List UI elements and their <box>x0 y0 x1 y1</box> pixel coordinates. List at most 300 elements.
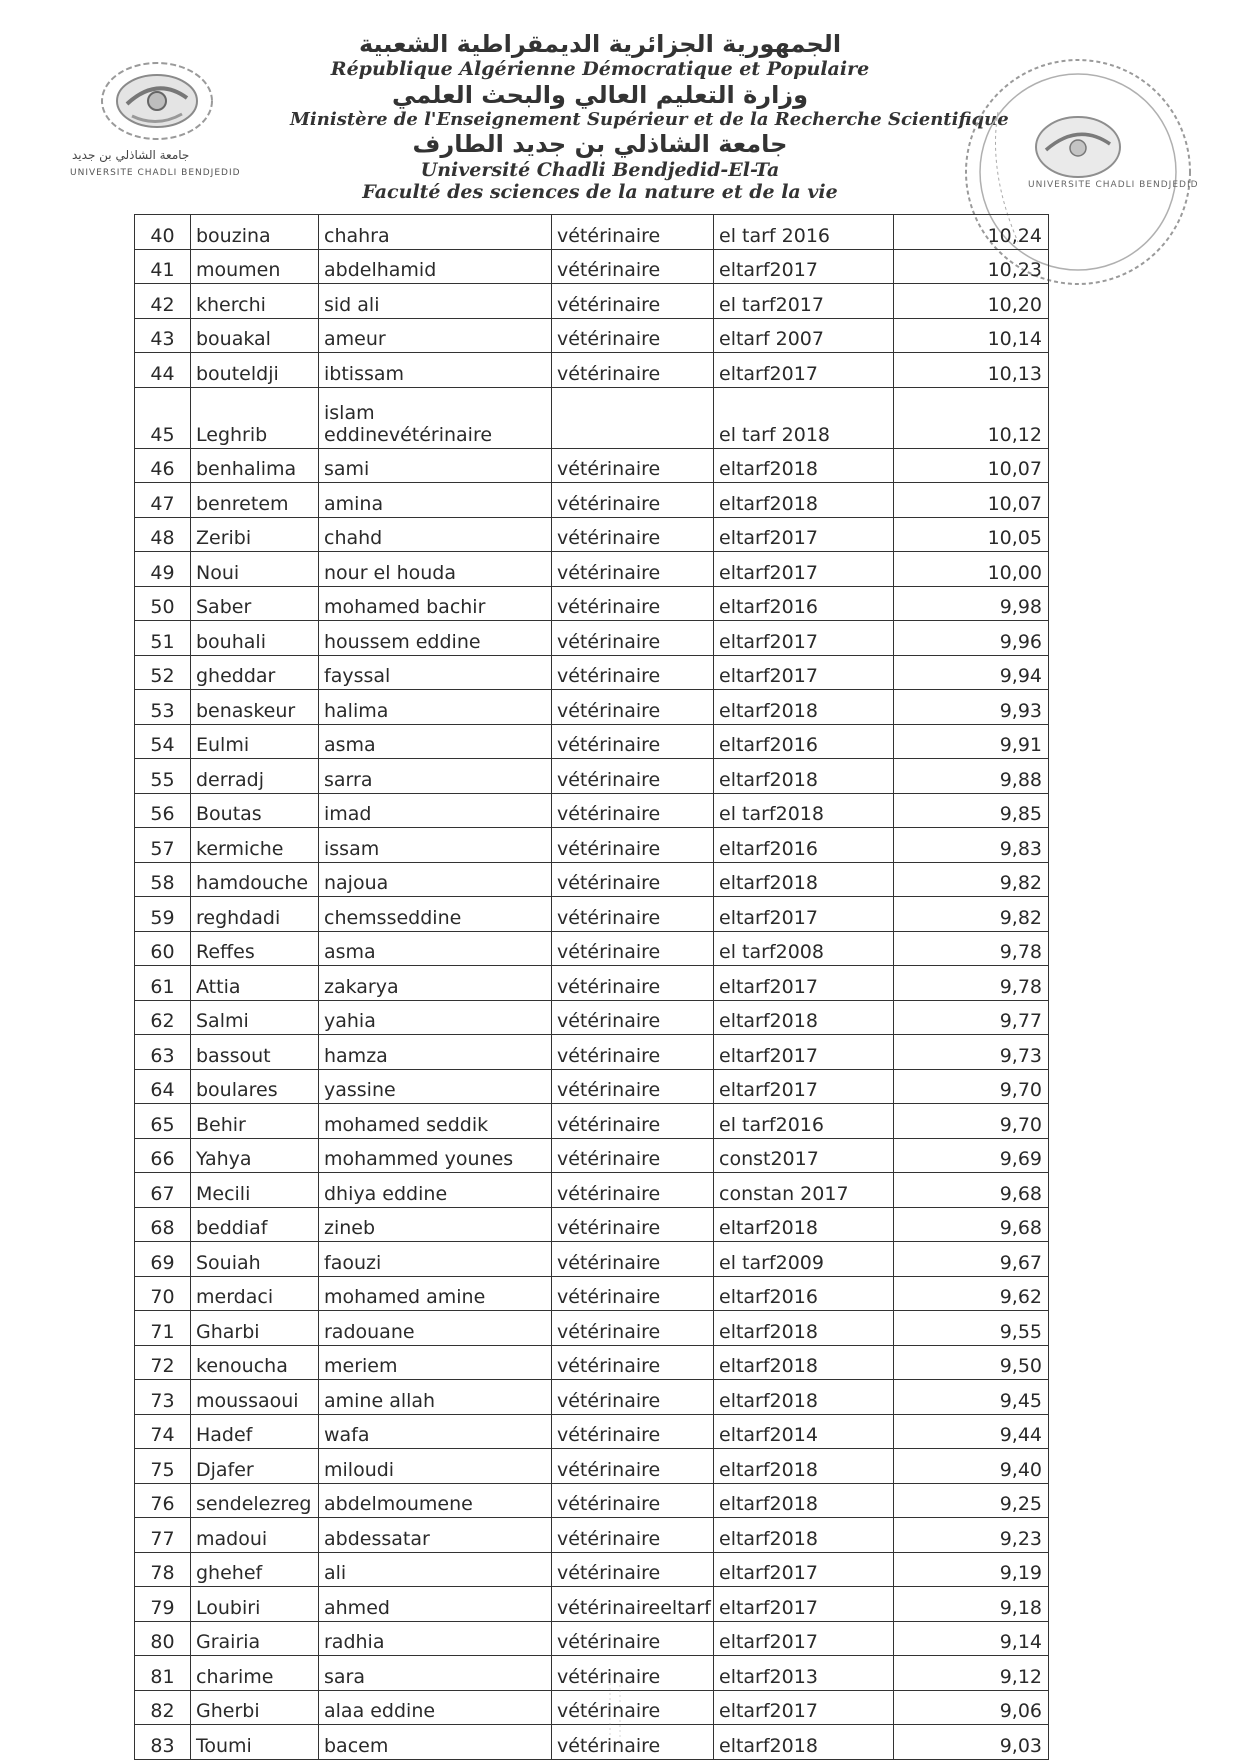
average-grade-cell: 9,78 <box>894 966 1049 1001</box>
row-number-cell: 44 <box>135 353 191 388</box>
program-cell: vétérinaire <box>552 1414 714 1449</box>
bac-place-year-cell: eltarf2018 <box>714 1345 894 1380</box>
first-name-cell: ameur <box>319 318 552 353</box>
average-grade-cell: 9,50 <box>894 1345 1049 1380</box>
last-name-cell: bassout <box>191 1035 319 1070</box>
last-name-cell: merdaci <box>191 1276 319 1311</box>
table-row <box>135 1138 1049 1173</box>
row-number-cell: 53 <box>135 690 191 725</box>
row-number-cell: 55 <box>135 759 191 794</box>
table-row <box>135 690 1049 725</box>
last-name-cell: Yahya <box>191 1138 319 1173</box>
row-number-cell: 48 <box>135 517 191 552</box>
first-name-cell: abdessatar <box>319 1518 552 1553</box>
row-number-cell: 46 <box>135 448 191 483</box>
table-row <box>135 1483 1049 1518</box>
document-header <box>290 30 1009 203</box>
average-grade-cell: 9,19 <box>894 1552 1049 1587</box>
table-row <box>135 1345 1049 1380</box>
table-row <box>135 1242 1049 1277</box>
last-name-cell: Salmi <box>191 1000 319 1035</box>
table-row <box>135 1311 1049 1346</box>
bac-place-year-cell: eltarf2017 <box>714 1690 894 1725</box>
program-cell: vétérinaireeltarf <box>552 1587 714 1622</box>
row-number-cell: 52 <box>135 655 191 690</box>
last-name-cell: Eulmi <box>191 724 319 759</box>
first-name-cell: mohamed seddik <box>319 1104 552 1139</box>
last-name-cell: bouhali <box>191 621 319 656</box>
last-name-cell: Boutas <box>191 793 319 828</box>
bac-place-year-cell: eltarf2016 <box>714 586 894 621</box>
last-name-cell: ghehef <box>191 1552 319 1587</box>
first-name-cell: imad <box>319 793 552 828</box>
average-grade-cell: 9,69 <box>894 1138 1049 1173</box>
table-row <box>135 552 1049 587</box>
bac-place-year-cell: constan 2017 <box>714 1173 894 1208</box>
header-ministry: Ministère de l'Enseignement Supérieur et de la Recherche Scientifique <box>290 109 1009 131</box>
table-row <box>135 215 1049 250</box>
last-name-cell: Gharbi <box>191 1311 319 1346</box>
program-cell: vétérinaire <box>552 517 714 552</box>
table-row <box>135 724 1049 759</box>
average-grade-cell: 10,00 <box>894 552 1049 587</box>
table-row <box>135 1414 1049 1449</box>
first-name-cell: meriem <box>319 1345 552 1380</box>
first-name-cell: islam eddinevétérinaire <box>319 387 552 448</box>
table-row <box>135 1069 1049 1104</box>
last-name-cell: Mecili <box>191 1173 319 1208</box>
stamp-latin-name: UNIVERSITE CHADLI BENDJEDID <box>1028 180 1199 190</box>
first-name-cell: radhia <box>319 1621 552 1656</box>
row-number-cell: 51 <box>135 621 191 656</box>
program-cell: vétérinaire <box>552 1069 714 1104</box>
last-name-cell: moussaoui <box>191 1380 319 1415</box>
table-row <box>135 284 1049 319</box>
table-row <box>135 1173 1049 1208</box>
first-name-cell: zakarya <box>319 966 552 1001</box>
row-number-cell: 59 <box>135 897 191 932</box>
row-number-cell: 40 <box>135 215 191 250</box>
program-cell: vétérinaire <box>552 931 714 966</box>
last-name-cell: charime <box>191 1656 319 1691</box>
average-grade-cell: 9,68 <box>894 1207 1049 1242</box>
average-grade-cell: 9,23 <box>894 1518 1049 1553</box>
program-cell: vétérinaire <box>552 1311 714 1346</box>
first-name-cell: ahmed <box>319 1587 552 1622</box>
bac-place-year-cell: eltarf2018 <box>714 483 894 518</box>
row-number-cell: 73 <box>135 1380 191 1415</box>
program-cell: vétérinaire <box>552 1104 714 1139</box>
average-grade-cell: 10,05 <box>894 517 1049 552</box>
bac-place-year-cell: eltarf2017 <box>714 897 894 932</box>
header-arabic-university: جامعة الشاذلي بن جديد الطارف <box>412 130 788 159</box>
first-name-cell: radouane <box>319 1311 552 1346</box>
average-grade-cell: 9,03 <box>894 1725 1049 1760</box>
program-cell: vétérinaire <box>552 215 714 250</box>
university-logo <box>62 56 252 186</box>
last-name-cell: reghdadi <box>191 897 319 932</box>
program-cell: vétérinaire <box>552 1449 714 1484</box>
row-number-cell: 83 <box>135 1725 191 1760</box>
first-name-cell: asma <box>319 724 552 759</box>
table-row <box>135 586 1049 621</box>
row-number-cell: 69 <box>135 1242 191 1277</box>
program-cell: vétérinaire <box>552 1173 714 1208</box>
first-name-cell: mohamed amine <box>319 1276 552 1311</box>
logo-latin-name: UNIVERSITE CHADLI BENDJEDID <box>70 168 241 178</box>
header-arabic-republic: الجمهورية الجزائرية الديمقراطية الشعبية <box>358 30 842 58</box>
first-name-cell: nour el houda <box>319 552 552 587</box>
program-cell: vétérinaire <box>552 318 714 353</box>
bac-place-year-cell: el tarf2018 <box>714 793 894 828</box>
last-name-cell: Reffes <box>191 931 319 966</box>
program-cell: vétérinaire <box>552 621 714 656</box>
average-grade-cell: 10,12 <box>894 387 1049 448</box>
row-number-cell: 68 <box>135 1207 191 1242</box>
average-grade-cell: 9,18 <box>894 1587 1049 1622</box>
bac-place-year-cell: eltarf2018 <box>714 1000 894 1035</box>
row-number-cell: 77 <box>135 1518 191 1553</box>
program-cell: vétérinaire <box>552 483 714 518</box>
average-grade-cell: 9,14 <box>894 1621 1049 1656</box>
row-number-cell: 76 <box>135 1483 191 1518</box>
bac-place-year-cell: eltarf2018 <box>714 690 894 725</box>
page-fold-mark-icon <box>600 1675 630 1745</box>
program-cell: vétérinaire <box>552 1207 714 1242</box>
last-name-cell: Saber <box>191 586 319 621</box>
first-name-cell: dhiya eddine <box>319 1173 552 1208</box>
bac-place-year-cell: eltarf2018 <box>714 862 894 897</box>
first-name-cell: yassine <box>319 1069 552 1104</box>
bac-place-year-cell: eltarf2017 <box>714 621 894 656</box>
university-emblem-icon <box>97 56 217 146</box>
last-name-cell: Hadef <box>191 1414 319 1449</box>
last-name-cell: sendelezreg <box>191 1483 319 1518</box>
average-grade-cell: 9,98 <box>894 586 1049 621</box>
last-name-cell: madoui <box>191 1518 319 1553</box>
last-name-cell: Attia <box>191 966 319 1001</box>
first-name-cell: ali <box>319 1552 552 1587</box>
bac-place-year-cell: eltarf2017 <box>714 1069 894 1104</box>
average-grade-cell: 10,20 <box>894 284 1049 319</box>
first-name-cell: sami <box>319 448 552 483</box>
bac-place-year-cell: const2017 <box>714 1138 894 1173</box>
first-name-cell: hamza <box>319 1035 552 1070</box>
table-row <box>135 862 1049 897</box>
average-grade-cell: 9,12 <box>894 1656 1049 1691</box>
table-row <box>135 1725 1049 1760</box>
table-row <box>135 621 1049 656</box>
first-name-cell: bacem <box>319 1725 552 1760</box>
row-number-cell: 72 <box>135 1345 191 1380</box>
last-name-cell: bouakal <box>191 318 319 353</box>
bac-place-year-cell: eltarf2017 <box>714 353 894 388</box>
results-table <box>134 214 1049 1760</box>
average-grade-cell: 9,70 <box>894 1069 1049 1104</box>
table-row <box>135 1276 1049 1311</box>
program-cell: vétérinaire <box>552 724 714 759</box>
average-grade-cell: 9,82 <box>894 862 1049 897</box>
average-grade-cell: 9,85 <box>894 793 1049 828</box>
first-name-cell: faouzi <box>319 1242 552 1277</box>
bac-place-year-cell: eltarf2016 <box>714 828 894 863</box>
average-grade-cell: 10,24 <box>894 215 1049 250</box>
average-grade-cell: 9,55 <box>894 1311 1049 1346</box>
table-row <box>135 387 1049 448</box>
table-row <box>135 353 1049 388</box>
table-row <box>135 1656 1049 1691</box>
table-row <box>135 793 1049 828</box>
program-cell: vétérinaire <box>552 1690 714 1725</box>
average-grade-cell: 9,70 <box>894 1104 1049 1139</box>
average-grade-cell: 9,62 <box>894 1276 1049 1311</box>
table-row <box>135 966 1049 1001</box>
program-cell: vétérinaire <box>552 828 714 863</box>
first-name-cell: asma <box>319 931 552 966</box>
bac-place-year-cell: eltarf2014 <box>714 1414 894 1449</box>
row-number-cell: 80 <box>135 1621 191 1656</box>
header-faculty: Faculté des sciences de la nature et de la vie <box>362 180 838 203</box>
last-name-cell: boulares <box>191 1069 319 1104</box>
logo-arabic-name: جامعة الشاذلي بن جديد <box>72 148 190 162</box>
bac-place-year-cell: el tarf 2018 <box>714 387 894 448</box>
table-row <box>135 1104 1049 1139</box>
first-name-cell: miloudi <box>319 1449 552 1484</box>
results-table-container <box>134 214 1048 1760</box>
bac-place-year-cell: el tarf 2016 <box>714 215 894 250</box>
bac-place-year-cell: eltarf2018 <box>714 1449 894 1484</box>
table-row <box>135 483 1049 518</box>
bac-place-year-cell: eltarf2017 <box>714 517 894 552</box>
average-grade-cell: 9,40 <box>894 1449 1049 1484</box>
bac-place-year-cell: eltarf2017 <box>714 1621 894 1656</box>
bac-place-year-cell: eltarf2018 <box>714 448 894 483</box>
bac-place-year-cell: el tarf2009 <box>714 1242 894 1277</box>
row-number-cell: 42 <box>135 284 191 319</box>
average-grade-cell: 10,13 <box>894 353 1049 388</box>
header-republic: République Algérienne Démocratique et Populaire <box>330 58 870 81</box>
program-cell: vétérinaire <box>552 1138 714 1173</box>
program-cell: vétérinaire <box>552 1725 714 1760</box>
average-grade-cell: 9,44 <box>894 1414 1049 1449</box>
first-name-cell: abdelhamid <box>319 249 552 284</box>
table-row <box>135 1621 1049 1656</box>
first-name-cell: wafa <box>319 1414 552 1449</box>
last-name-cell: Souiah <box>191 1242 319 1277</box>
table-row <box>135 1000 1049 1035</box>
first-name-cell: yahia <box>319 1000 552 1035</box>
average-grade-cell: 9,94 <box>894 655 1049 690</box>
program-cell: vétérinaire <box>552 284 714 319</box>
average-grade-cell: 9,96 <box>894 621 1049 656</box>
last-name-cell: Leghrib <box>191 387 319 448</box>
average-grade-cell: 9,45 <box>894 1380 1049 1415</box>
bac-place-year-cell: eltarf2017 <box>714 249 894 284</box>
last-name-cell: benretem <box>191 483 319 518</box>
first-name-cell: sara <box>319 1656 552 1691</box>
first-name-cell: chemsseddine <box>319 897 552 932</box>
average-grade-cell: 9,82 <box>894 897 1049 932</box>
last-name-cell: Grairia <box>191 1621 319 1656</box>
bac-place-year-cell: el tarf2016 <box>714 1104 894 1139</box>
program-cell: vétérinaire <box>552 1242 714 1277</box>
row-number-cell: 60 <box>135 931 191 966</box>
last-name-cell: benhalima <box>191 448 319 483</box>
bac-place-year-cell: eltarf2017 <box>714 1035 894 1070</box>
first-name-cell: chahra <box>319 215 552 250</box>
first-name-cell: sarra <box>319 759 552 794</box>
program-cell: vétérinaire <box>552 793 714 828</box>
first-name-cell: amina <box>319 483 552 518</box>
last-name-cell: hamdouche <box>191 862 319 897</box>
program-cell: vétérinaire <box>552 353 714 388</box>
bac-place-year-cell: eltarf2017 <box>714 655 894 690</box>
program-cell: vétérinaire <box>552 1380 714 1415</box>
table-row <box>135 1449 1049 1484</box>
table-row <box>135 448 1049 483</box>
table-row <box>135 897 1049 932</box>
average-grade-cell: 9,93 <box>894 690 1049 725</box>
row-number-cell: 49 <box>135 552 191 587</box>
last-name-cell: bouzina <box>191 215 319 250</box>
bac-place-year-cell: eltarf2017 <box>714 1587 894 1622</box>
row-number-cell: 65 <box>135 1104 191 1139</box>
first-name-cell: sid ali <box>319 284 552 319</box>
last-name-cell: beddiaf <box>191 1207 319 1242</box>
row-number-cell: 71 <box>135 1311 191 1346</box>
first-name-cell: mohamed bachir <box>319 586 552 621</box>
header-university: Université Chadli Bendjedid-El-Ta <box>420 158 780 181</box>
average-grade-cell: 10,07 <box>894 448 1049 483</box>
row-number-cell: 43 <box>135 318 191 353</box>
last-name-cell: Toumi <box>191 1725 319 1760</box>
average-grade-cell: 9,67 <box>894 1242 1049 1277</box>
last-name-cell: Zeribi <box>191 517 319 552</box>
first-name-cell: chahd <box>319 517 552 552</box>
results-table-body <box>135 215 1049 1760</box>
program-cell: vétérinaire <box>552 862 714 897</box>
program-cell: vétérinaire <box>552 690 714 725</box>
bac-place-year-cell: eltarf2017 <box>714 966 894 1001</box>
row-number-cell: 54 <box>135 724 191 759</box>
table-row <box>135 931 1049 966</box>
last-name-cell: Djafer <box>191 1449 319 1484</box>
row-number-cell: 74 <box>135 1414 191 1449</box>
row-number-cell: 82 <box>135 1690 191 1725</box>
average-grade-cell: 10,07 <box>894 483 1049 518</box>
bac-place-year-cell: el tarf2017 <box>714 284 894 319</box>
row-number-cell: 75 <box>135 1449 191 1484</box>
last-name-cell: Noui <box>191 552 319 587</box>
last-name-cell: moumen <box>191 249 319 284</box>
last-name-cell: derradj <box>191 759 319 794</box>
bac-place-year-cell: eltarf2017 <box>714 1552 894 1587</box>
program-cell: vétérinaire <box>552 1276 714 1311</box>
row-number-cell: 70 <box>135 1276 191 1311</box>
last-name-cell: Behir <box>191 1104 319 1139</box>
table-row <box>135 1207 1049 1242</box>
program-cell: vétérinaire <box>552 1518 714 1553</box>
table-row <box>135 1690 1049 1725</box>
bac-place-year-cell: eltarf2017 <box>714 552 894 587</box>
bac-place-year-cell: eltarf2013 <box>714 1656 894 1691</box>
first-name-cell: zineb <box>319 1207 552 1242</box>
average-grade-cell: 9,91 <box>894 724 1049 759</box>
table-row <box>135 759 1049 794</box>
row-number-cell: 58 <box>135 862 191 897</box>
header-arabic-ministry: وزارة التعليم العالي والبحث العلمي <box>391 80 809 109</box>
last-name-cell: Gherbi <box>191 1690 319 1725</box>
program-cell: vétérinaire <box>552 1035 714 1070</box>
bac-place-year-cell: eltarf2018 <box>714 1725 894 1760</box>
row-number-cell: 61 <box>135 966 191 1001</box>
bac-place-year-cell: eltarf2018 <box>714 1311 894 1346</box>
bac-place-year-cell: eltarf2018 <box>714 759 894 794</box>
row-number-cell: 67 <box>135 1173 191 1208</box>
last-name-cell: gheddar <box>191 655 319 690</box>
program-cell: vétérinaire <box>552 1656 714 1691</box>
program-cell: vétérinaire <box>552 1621 714 1656</box>
row-number-cell: 79 <box>135 1587 191 1622</box>
program-cell <box>552 387 714 448</box>
first-name-cell: fayssal <box>319 655 552 690</box>
first-name-cell: amine allah <box>319 1380 552 1415</box>
average-grade-cell: 9,88 <box>894 759 1049 794</box>
first-name-cell: ibtissam <box>319 353 552 388</box>
program-cell: vétérinaire <box>552 586 714 621</box>
average-grade-cell: 9,68 <box>894 1173 1049 1208</box>
table-row <box>135 1587 1049 1622</box>
table-row <box>135 655 1049 690</box>
average-grade-cell: 9,78 <box>894 931 1049 966</box>
bac-place-year-cell: eltarf2016 <box>714 1276 894 1311</box>
program-cell: vétérinaire <box>552 655 714 690</box>
table-row <box>135 1035 1049 1070</box>
last-name-cell: bouteldji <box>191 353 319 388</box>
first-name-cell: halima <box>319 690 552 725</box>
program-cell: vétérinaire <box>552 552 714 587</box>
table-row <box>135 1518 1049 1553</box>
program-cell: vétérinaire <box>552 1483 714 1518</box>
first-name-cell: abdelmoumene <box>319 1483 552 1518</box>
program-cell: vétérinaire <box>552 1000 714 1035</box>
table-row <box>135 249 1049 284</box>
first-name-cell: houssem eddine <box>319 621 552 656</box>
table-row <box>135 318 1049 353</box>
program-cell: vétérinaire <box>552 897 714 932</box>
first-name-cell: mohammed younes <box>319 1138 552 1173</box>
average-grade-cell: 9,83 <box>894 828 1049 863</box>
program-cell: vétérinaire <box>552 1345 714 1380</box>
average-grade-cell: 10,14 <box>894 318 1049 353</box>
program-cell: vétérinaire <box>552 448 714 483</box>
bac-place-year-cell: eltarf2018 <box>714 1207 894 1242</box>
row-number-cell: 62 <box>135 1000 191 1035</box>
average-grade-cell: 9,25 <box>894 1483 1049 1518</box>
last-name-cell: Loubiri <box>191 1587 319 1622</box>
bac-place-year-cell: eltarf 2007 <box>714 318 894 353</box>
row-number-cell: 81 <box>135 1656 191 1691</box>
row-number-cell: 57 <box>135 828 191 863</box>
table-row <box>135 1380 1049 1415</box>
last-name-cell: kherchi <box>191 284 319 319</box>
bac-place-year-cell: eltarf2016 <box>714 724 894 759</box>
first-name-cell: issam <box>319 828 552 863</box>
first-name-cell: alaa eddine <box>319 1690 552 1725</box>
row-number-cell: 78 <box>135 1552 191 1587</box>
table-row <box>135 517 1049 552</box>
table-row <box>135 1552 1049 1587</box>
